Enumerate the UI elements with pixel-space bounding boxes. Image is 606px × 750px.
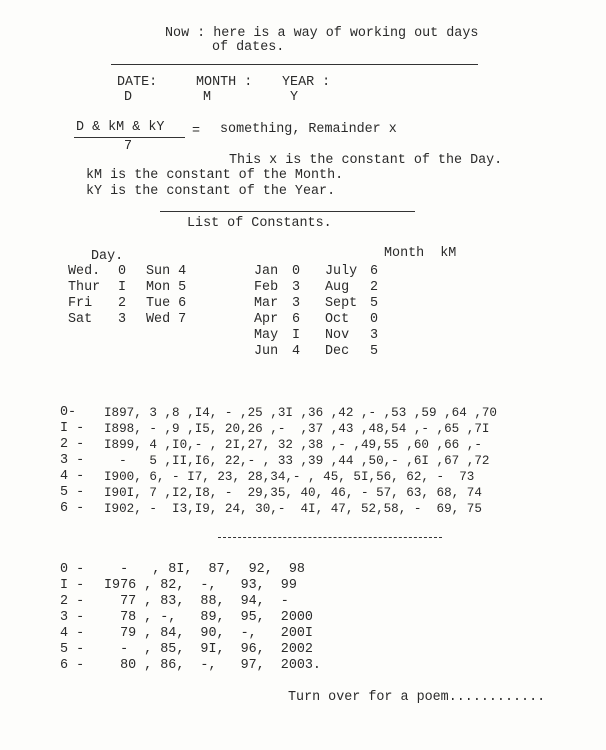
month-constant: 4 [292, 344, 301, 359]
intro-line-2: of dates. [212, 40, 285, 55]
year-row: I902, - I3,I9, 24, 30,- 4I, 47, 52,58, - 69, 75 [104, 502, 482, 516]
month-name: Jan [254, 264, 279, 279]
month-constant: 2 [370, 280, 379, 295]
month-constant: 3 [292, 280, 301, 295]
year-row: - , 8I, 87, 92, 98 [104, 562, 305, 577]
year-row: I976 , 82, -, 93, 99 [104, 578, 297, 593]
constants-divider [160, 211, 415, 212]
month-name: Feb [254, 280, 279, 295]
month-name: Sept [325, 296, 358, 311]
year-row: - , 85, 9I, 96, 2002 [104, 642, 313, 657]
day-alt: Tue 6 [146, 296, 187, 311]
formula-numerator: D & kM & kY [76, 120, 165, 135]
top-divider [111, 64, 478, 65]
month-constant: 5 [370, 296, 379, 311]
footer-note: Turn over for a poem............ [288, 690, 546, 705]
month-name: Dec [325, 344, 350, 359]
year-key: 0 - [60, 562, 85, 577]
year-row: I899, 4 ,I0,- , 2I,27, 32 ,38 ,- ,49,55 ,60 ,66 ,- [104, 438, 482, 452]
year-key: 4 - [60, 469, 85, 484]
month-name: Nov [325, 328, 350, 343]
month-name: Aug [325, 280, 350, 295]
year-key: 2 - [60, 594, 85, 609]
day-name: Wed. [68, 264, 101, 279]
day-name: Fri [68, 296, 93, 311]
year-key: 6 - [60, 658, 85, 673]
year-row: I90I, 7 ,I2,I8, - 29,35, 40, 46, - 57, 63, 68, 74 [104, 486, 482, 500]
explanation-day: This x is the constant of the Day. [229, 153, 503, 168]
year-key: 5 - [60, 485, 85, 500]
year-key: 6 - [60, 501, 85, 516]
fraction-bar [74, 137, 185, 138]
month-constant: 5 [370, 344, 379, 359]
explanation-month: kM is the constant of the Month. [86, 168, 344, 183]
day-constant: 3 [118, 312, 127, 327]
month-symbol: M [203, 90, 212, 105]
day-name: Sat [68, 312, 93, 327]
year-key: 0- [60, 405, 77, 420]
formula-equals: = [192, 124, 201, 139]
date-symbol: D [124, 90, 133, 105]
month-constant: 0 [370, 312, 379, 327]
year-label: YEAR : [282, 75, 331, 90]
year-key: I - [60, 578, 85, 593]
day-name: Thur [68, 280, 101, 295]
constants-title: List of Constants. [187, 216, 332, 231]
day-table-title: Day. [91, 249, 124, 264]
month-constant: 3 [292, 296, 301, 311]
day-alt: Wed 7 [146, 312, 187, 327]
day-alt: Mon 5 [146, 280, 187, 295]
month-name: July [325, 264, 358, 279]
year-key: 5 - [60, 642, 85, 657]
month-constant: 3 [370, 328, 379, 343]
year-row: - 5 ,II,I6, 22,- , 33 ,39 ,44 ,50,- ,6I ,67 ,72 [104, 454, 490, 468]
year-key: I - [60, 421, 85, 436]
month-constant: 6 [370, 264, 379, 279]
year-row: 80 , 86, -, 97, 2003. [104, 658, 321, 673]
month-name: Oct [325, 312, 350, 327]
day-constant: I [118, 280, 127, 295]
month-name: Jun [254, 344, 279, 359]
month-name: Apr [254, 312, 279, 327]
year-row: 78 , -, 89, 95, 2000 [104, 610, 313, 625]
month-constant: 0 [292, 264, 301, 279]
year-key: 3 - [60, 610, 85, 625]
formula-result: something, Remainder x [220, 122, 397, 137]
month-table-header: Month kM [384, 246, 457, 261]
intro-line-1: Now : here is a way of working out days [165, 26, 479, 41]
day-constant: 2 [118, 296, 127, 311]
day-alt: Sun 4 [146, 264, 187, 279]
month-name: Mar [254, 296, 279, 311]
day-constant: 0 [118, 264, 127, 279]
explanation-year: kY is the constant of the Year. [86, 184, 336, 199]
year-key: 4 - [60, 626, 85, 641]
year-row: I897, 3 ,8 ,I4, - ,25 ,3I ,36 ,42 ,- ,53 ,59 ,64 ,70 [104, 406, 497, 420]
month-label: MONTH : [196, 75, 253, 90]
date-label: DATE: [117, 75, 158, 90]
month-constant: I [292, 328, 301, 343]
year-row: 79 , 84, 90, -, 200I [104, 626, 313, 641]
section-divider [218, 537, 442, 538]
year-row: 77 , 83, 88, 94, - [104, 594, 289, 609]
formula-denominator: 7 [124, 139, 133, 154]
month-name: May [254, 328, 279, 343]
year-key: 2 - [60, 437, 85, 452]
month-constant: 6 [292, 312, 301, 327]
year-row: I898, - ,9 ,I5, 20,26 ,- ,37 ,43 ,48,54 ,- ,65 ,7I [104, 422, 490, 436]
year-row: I900, 6, - I7, 23, 28,34,- , 45, 5I,56, 62, - 73 [104, 470, 475, 484]
year-symbol: Y [290, 90, 299, 105]
year-key: 3 - [60, 453, 85, 468]
